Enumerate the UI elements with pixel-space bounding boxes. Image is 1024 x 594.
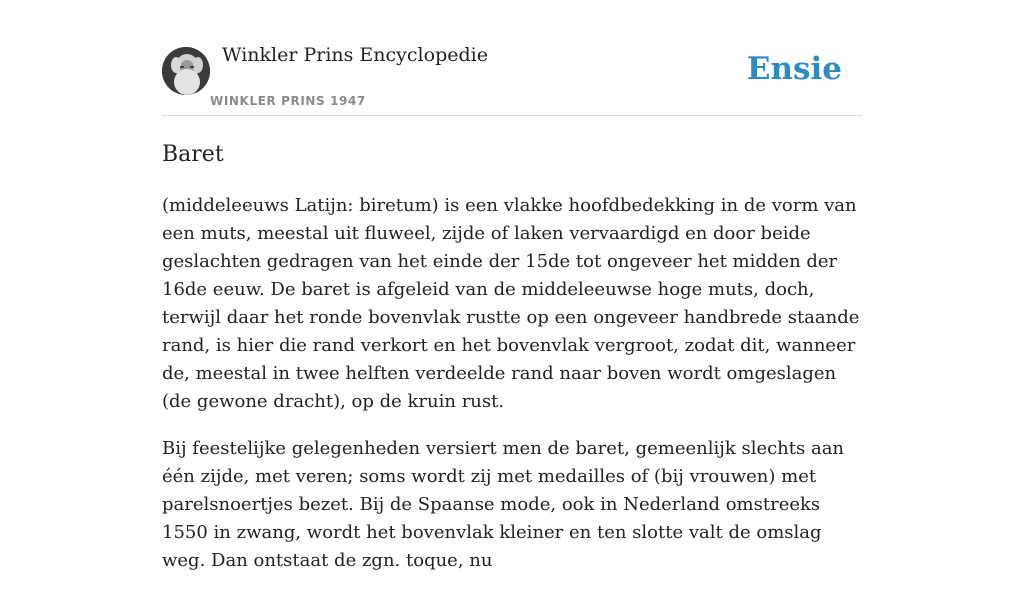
site-header bbox=[162, 0, 862, 116]
article-body bbox=[162, 192, 862, 594]
article-paragraph: Bij feestelijke gelegenheden versiert men de baret, gemeenlijk slechts aan één zijde, met veren; soms wordt zij met medailles of (bij vrouwen) met parelsnoertjes bezet. Bij de Spaanse mode, ook in Nederland omstreeks 1550 in zwang, wordt het bovenvlak kleiner en ten slotte valt de omslag weg. Dan ontstaat de zgn. toque, nu bbox=[162, 438, 845, 571]
ensie-logo[interactable]: Ensie bbox=[746, 51, 842, 87]
page bbox=[162, 0, 862, 571]
article-paragraph: (middeleeuws Latijn: biretum) is een vlakke hoofdbedekking in de vorm van een muts, meestal uit fluweel, zijde of laken vervaardigd en door beide geslachten gedragen van het einde der 15de tot ongeveer het midden der 16de eeuw. De baret is afgeleid van de middeleeuwse hoge muts, doch, terwijl daar het ronde bovenvlak rustte op een ongeveer handbrede staande rand, is hier die rand verkort en het bovenvlak vergroot, zodat dit, wanneer de, meestal in twee helften verdeelde rand naar boven wordt omgeslagen (de gewone dracht), op de kruin rust. bbox=[162, 195, 860, 412]
author-avatar[interactable] bbox=[162, 47, 210, 95]
article-title: Baret bbox=[162, 142, 224, 167]
site-name[interactable]: Winkler Prins Encyclopedie bbox=[222, 44, 488, 66]
author-portrait-image bbox=[162, 47, 210, 95]
edition-label[interactable]: WINKLER PRINS 1947 bbox=[210, 94, 366, 108]
